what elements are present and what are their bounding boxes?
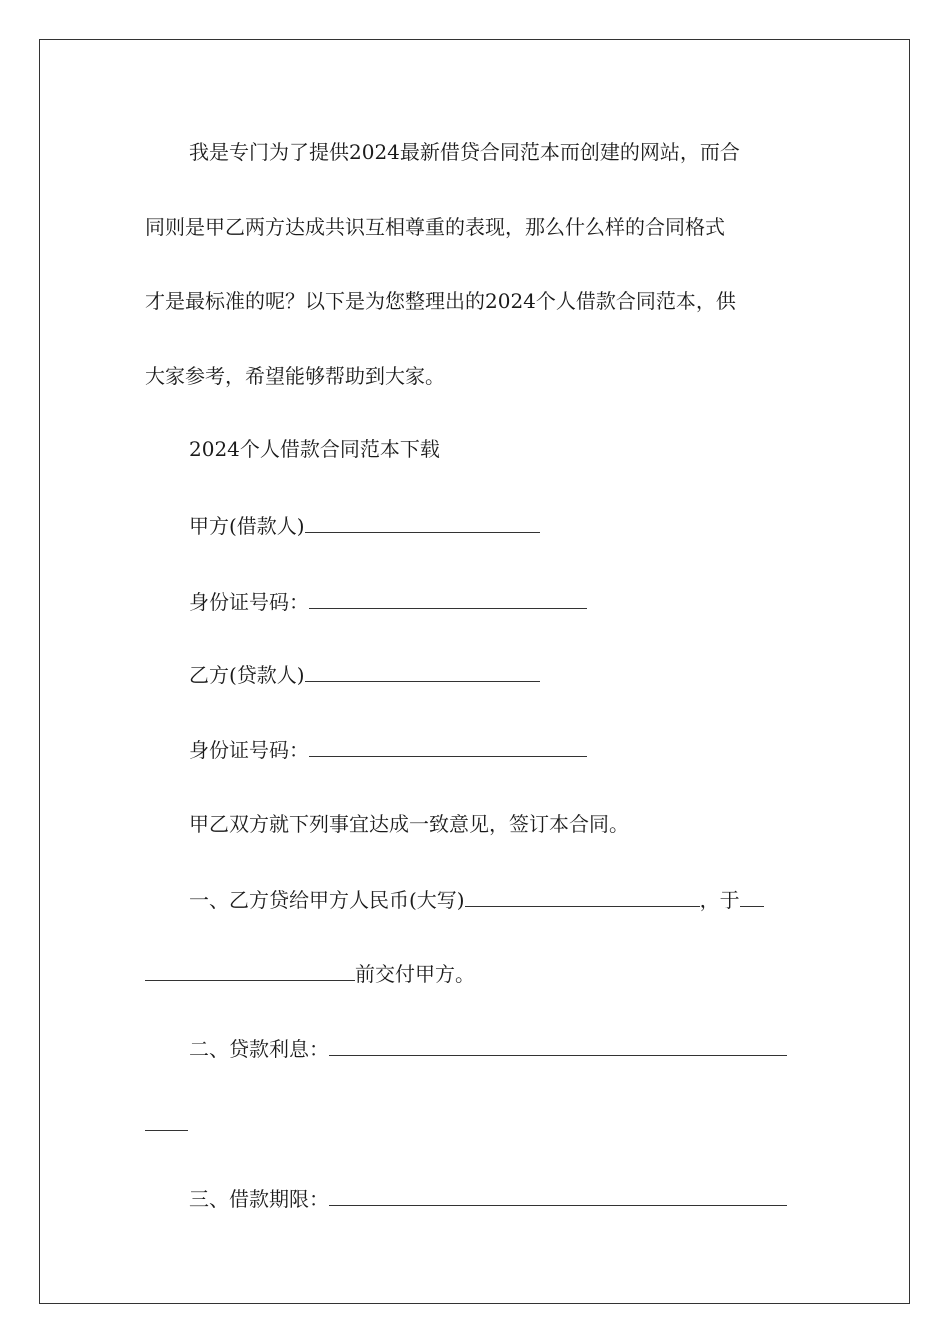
amount-blank (465, 886, 700, 907)
interest-blank-cont (145, 1130, 188, 1131)
party-b-blank (305, 661, 540, 682)
party-a-label: 甲方(借款人) (189, 514, 305, 538)
party-b-field (189, 661, 540, 687)
term-blank (329, 1185, 787, 1206)
id-a-label: 身份证号码： (189, 590, 309, 614)
clause-1-suffix: 前交付甲方。 (355, 962, 475, 986)
agreement-statement: 甲乙双方就下列事宜达成一致意见，签订本合同。 (189, 812, 629, 836)
clause-3-label: 三、借款期限： (189, 1187, 329, 1211)
id-a-blank (309, 588, 587, 609)
interest-blank (329, 1035, 787, 1056)
id-b-field (189, 736, 587, 762)
clause-1 (189, 886, 764, 912)
date-blank-start (740, 886, 764, 907)
intro-line-2: 同则是甲乙两方达成共识互相尊重的表现，那么什么样的合同格式 (145, 215, 725, 239)
intro-line-1: 我是专门为了提供2024最新借贷合同范本而创建的网站，而合 (189, 140, 740, 164)
clause-3 (189, 1185, 787, 1211)
party-a-field (189, 512, 540, 538)
intro-line-4: 大家参考，希望能够帮助到大家。 (145, 364, 445, 388)
party-b-label: 乙方(贷款人) (189, 663, 305, 687)
id-a-field (189, 588, 587, 614)
contract-title: 2024个人借款合同范本下载 (189, 437, 440, 461)
clause-2 (189, 1035, 787, 1061)
party-a-blank (305, 512, 540, 533)
id-b-blank (309, 736, 587, 757)
clause-1-prefix: 一、乙方贷给甲方人民币(大写) (189, 888, 465, 912)
date-blank-end (145, 960, 355, 981)
id-b-label: 身份证号码： (189, 738, 309, 762)
clause-1-cont (145, 960, 475, 986)
clause-1-mid: ，于 (699, 888, 740, 912)
clause-2-label: 二、贷款利息： (189, 1037, 329, 1061)
intro-line-3: 才是最标准的呢？以下是为您整理出的2024个人借款合同范本，供 (145, 289, 736, 313)
